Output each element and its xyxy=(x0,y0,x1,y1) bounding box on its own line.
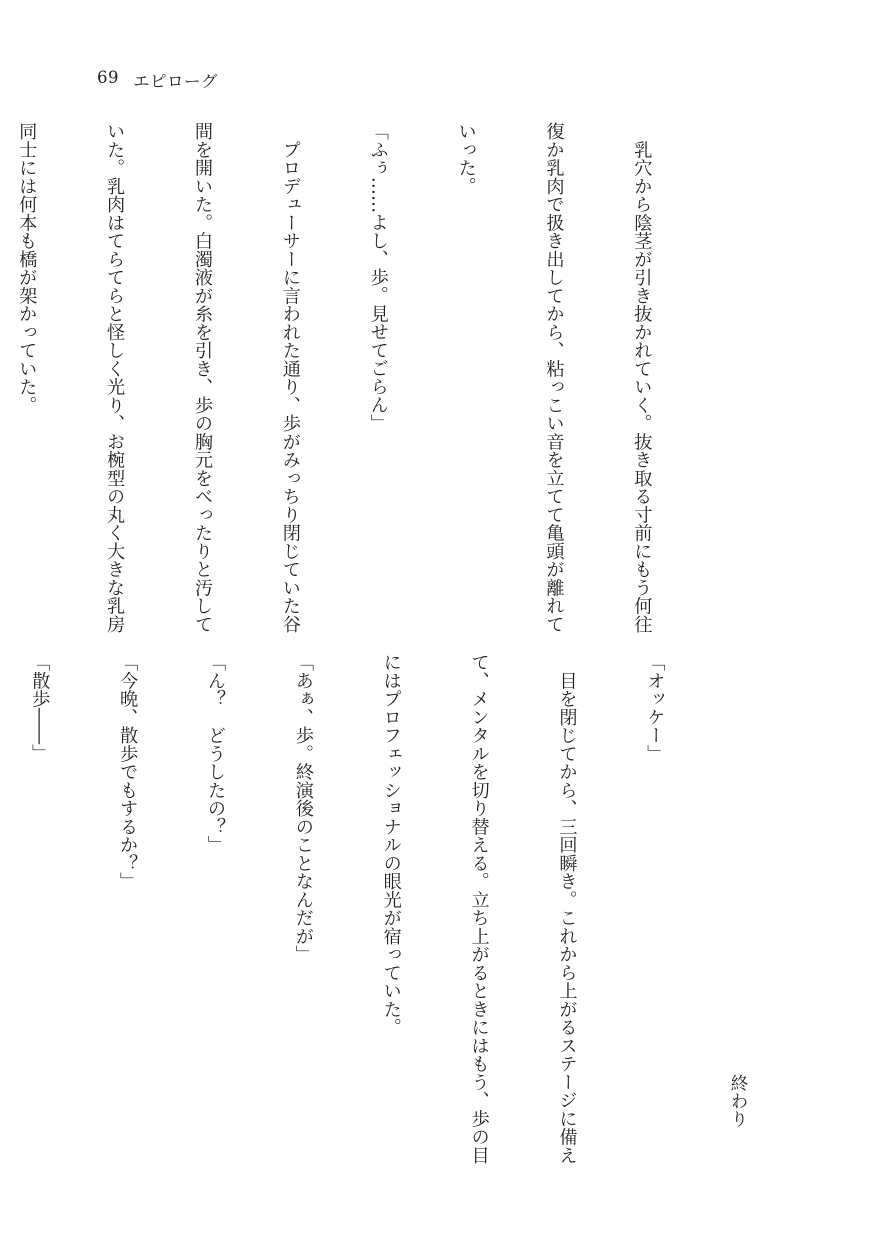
text-line: 復か乳肉で扱き出してから、粘っこい音を立てて亀頭が離れて xyxy=(543,122,565,633)
text-line: て、メンタルを切り替える。立ち上がるときにはもう、歩の目 xyxy=(468,653,490,1164)
text-block-bottom xyxy=(0,653,728,1164)
end-mark: 終わり xyxy=(728,1074,748,1128)
text-line: 「ん？ どうしたの？」 xyxy=(204,653,226,854)
text-line: 目を閉じてから、三回瞬き。これから上がるステージに備え xyxy=(556,653,578,1164)
text-line: 間を開いた。白濁液が糸を引き、歩の胸元をべったりと汚して xyxy=(191,122,213,633)
text-line: にはプロフェッショナルの眼光が宿っていた。 xyxy=(380,653,402,1037)
text-line: 乳穴から陰茎が引き抜かれていく。抜き取る寸前にもう何往 xyxy=(631,122,653,633)
text-line: 「オッケー」 xyxy=(644,653,666,763)
text-line: 「今晩、散歩でもするか？」 xyxy=(117,653,139,891)
text-line: 「あぁ、歩。終演後のことなんだが」 xyxy=(292,653,314,964)
text-line: 同士には何本も橋が架かっていた。 xyxy=(16,122,38,414)
text-line: いった。 xyxy=(455,122,477,195)
text-line: 「ふぅ……よし、歩。見せてごらん」 xyxy=(367,122,389,433)
text-line: プロデューサーに言われた通り、歩がみっちり閉じていた谷 xyxy=(279,122,301,633)
page-number: 69 xyxy=(97,68,119,87)
text-line: いた。乳肉はてらてらと怪しく光り、お椀型の丸く大きな乳房 xyxy=(104,122,126,633)
chapter-title: エピローグ xyxy=(133,72,218,91)
text-line: 「散歩――」 xyxy=(29,653,51,763)
page-header xyxy=(97,68,218,92)
text-block-top xyxy=(0,122,715,633)
